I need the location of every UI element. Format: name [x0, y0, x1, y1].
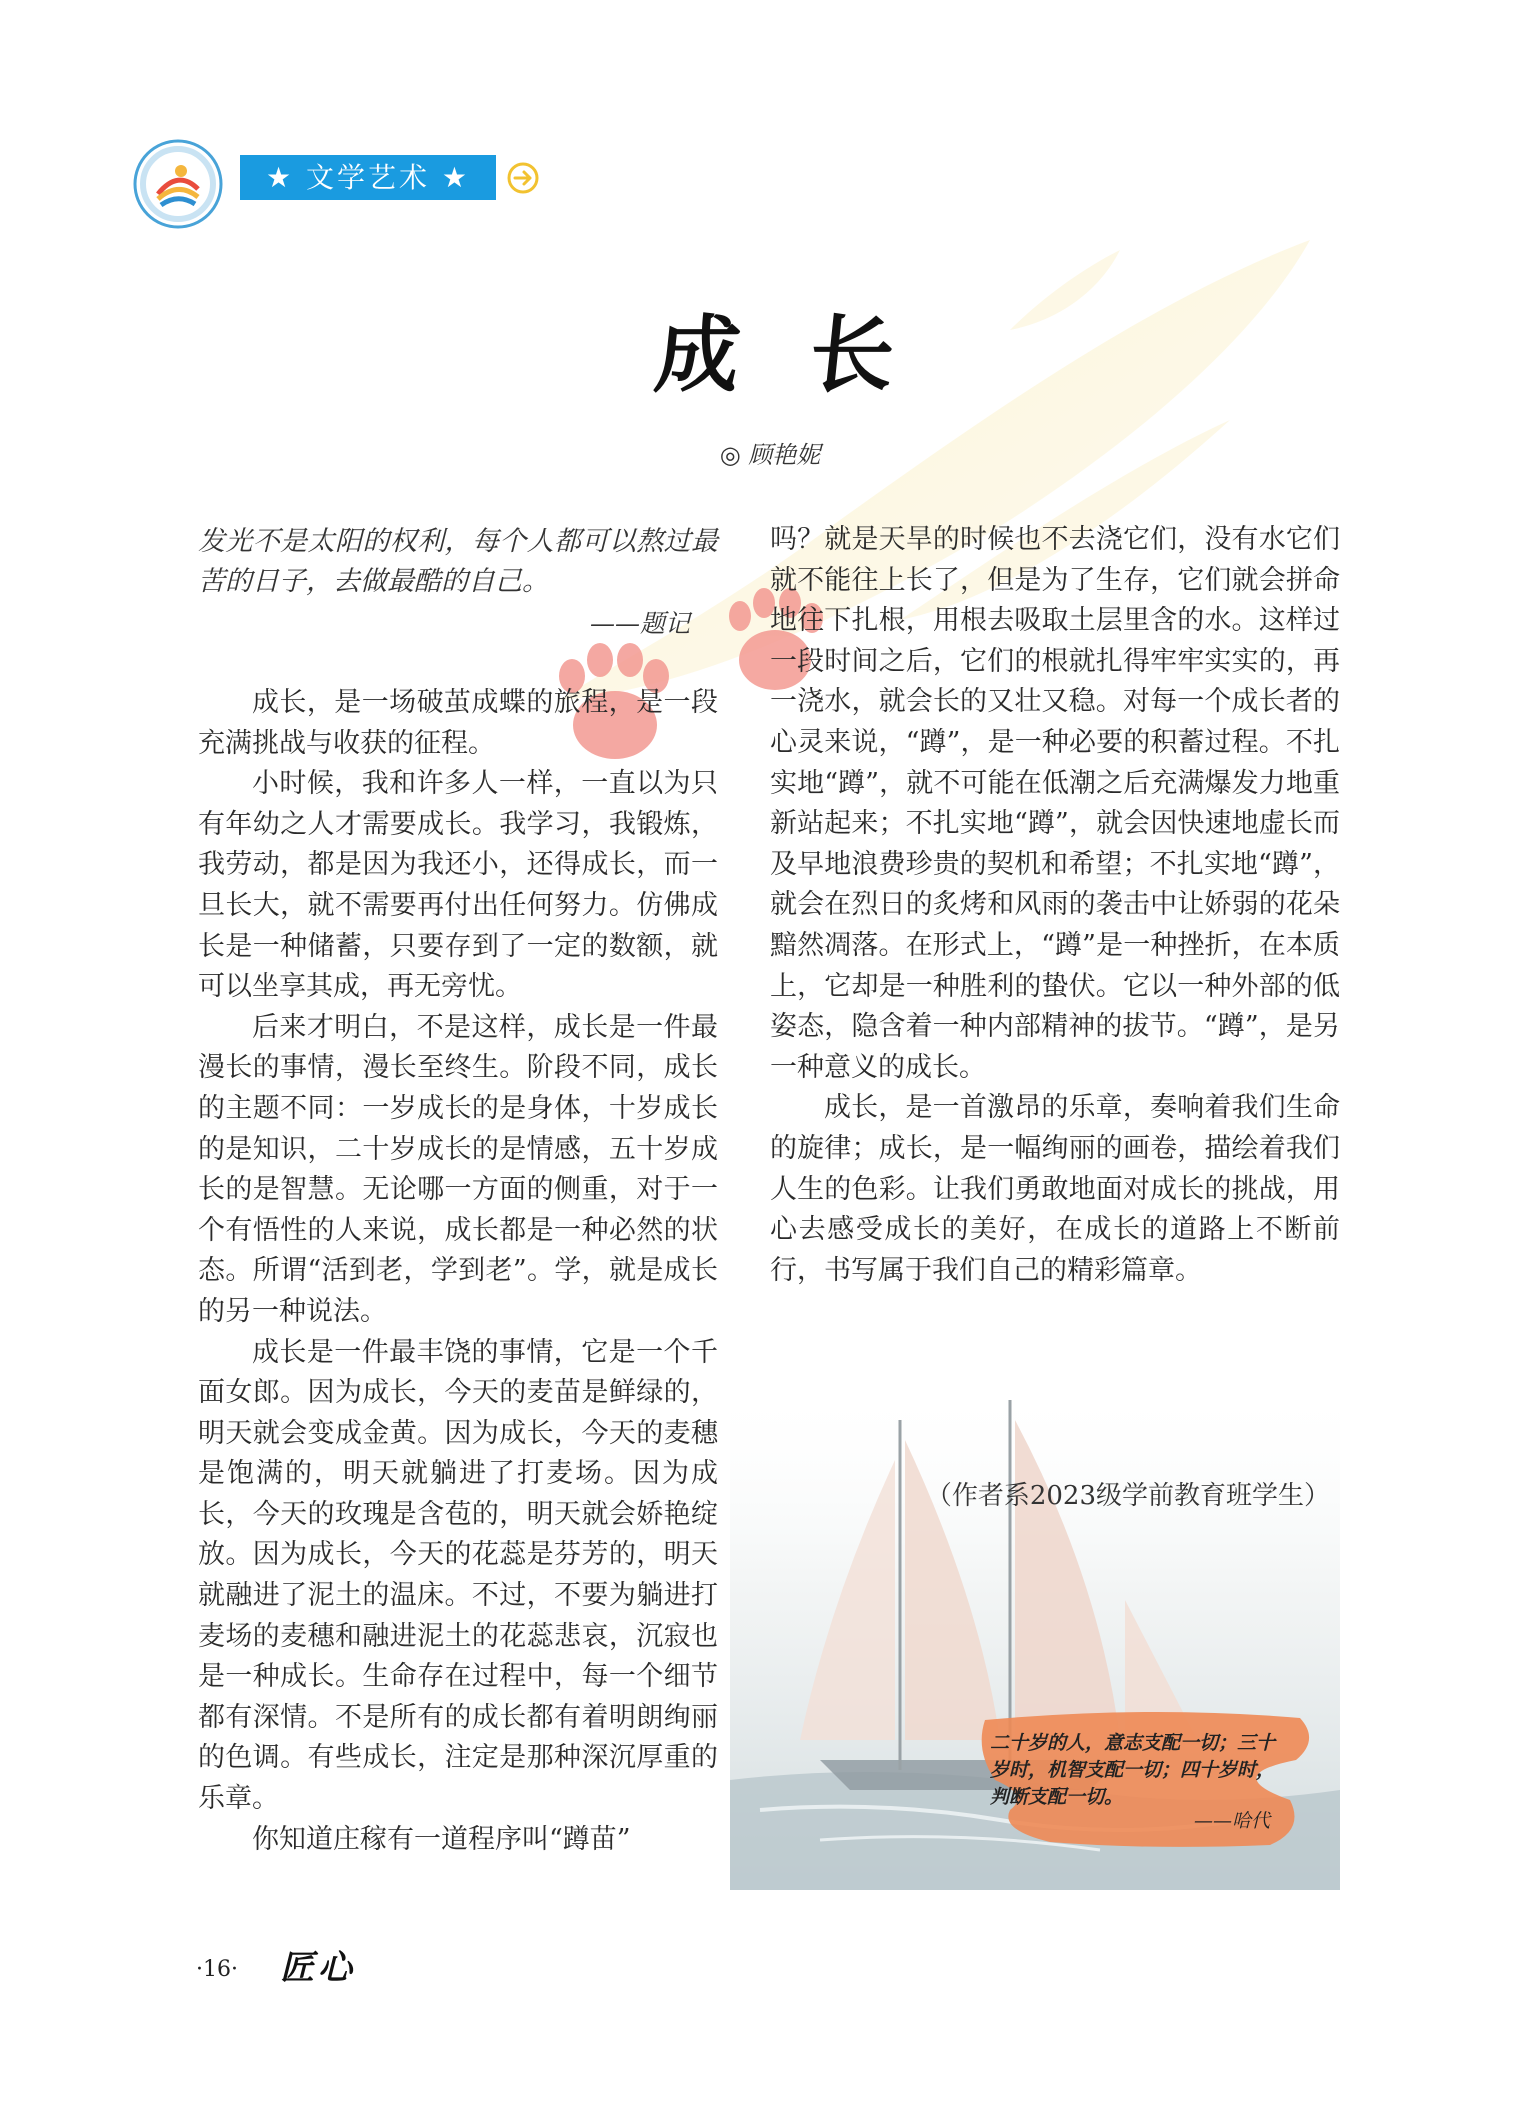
school-logo-icon	[133, 139, 223, 229]
paragraph: 成长，是一首激昂的乐章，奏响着我们生命的旋律；成长，是一幅绚丽的画卷，描绘着我们人生的色彩。让我们勇敢地面对成长的挑战，用心去感受成长的美好，在成长的道路上不断前行，书写属于我们自己的精彩篇章。	[770, 1092, 1340, 1286]
quote-text: 二十岁的人，意志支配一切；三十岁时，机智支配一切；四十岁时，判断支配一切。	[990, 1732, 1276, 1808]
epigraph: 发光不是太阳的权利，每个人都可以熬过最苦的日子，去做最酷的自己。	[198, 526, 718, 597]
paragraph: 成长是一件最丰饶的事情，它是一个千面女郎。因为成长，今天的麦苗是鲜绿的，明天就会变成金黄。因为成长，今天的麦穗是饱满的，明天就躺进了打麦场。因为成长，今天的玫瑰是含苞的，明天就会娇艳绽放。因为成长，今天的花蕊是芬芳的，明天就融进了泥土的温床。不过，不要为躺进打麦场的麦穗和融进泥土的花蕊悲哀，沉寂也是一种成长。生命存在过程中，每一个细节都有深情。不是所有的成长都有着明朗绚丽的色调。有些成长，注定是那种深沉厚重的乐章。	[198, 1336, 718, 1815]
paragraph: 后来才明白，不是这样，成长是一件最漫长的事情，漫长至终生。阶段不同，成长的主题不同：一岁成长的是身体，十岁成长的是知识，二十岁成长的是情感，五十岁成长的是智慧。无论哪一方面的侧重，对于一个有悟性的人来说，成长都是一种必然的状态。所谓“活到老，学到老”。学，就是成长的另一种说法。	[198, 1011, 718, 1327]
paragraph: 你知道庄稼有一道程序叫“蹲苗”	[252, 1823, 631, 1855]
paragraph: 成长，是一场破茧成蝶的旅程，是一段充满挑战与收获的征程。	[198, 687, 718, 759]
arrow-right-circle-icon	[506, 161, 540, 195]
article-right-column	[770, 520, 1340, 1291]
article-author: ◎ 顾艳妮	[719, 441, 821, 469]
epigraph-source: ——题记	[589, 609, 690, 638]
author-note: （作者系2023级学前教育班学生）	[925, 1481, 1330, 1511]
quote-source: ——哈代	[1193, 1810, 1270, 1832]
page-number: ·16·	[196, 1957, 238, 1982]
article-title: 成长	[650, 305, 970, 404]
article-left-column	[198, 683, 718, 1860]
section-label: ★ 文学艺术 ★	[240, 155, 496, 200]
paragraph: 小时候，我和许多人一样，一直以为只有年幼之人才需要成长。我学习，我锻炼，我劳动，都是因为我还小，还得成长，而一旦长大，就不需要再付出任何努力。仿佛成长是一种储蓄，只要存到了一定的数额，就可以坐享其成，再无旁忧。	[198, 768, 718, 1003]
paragraph: 吗？就是天旱的时候也不去浇它们，没有水它们就不能往上长了，但是为了生存，它们就会拼命地往下扎根，用根去吸取土层里含的水。这样过一段时间之后，它们的根就扎得牢牢实实的，再一浇水，就会长的又壮又稳。对每一个成长者的心灵来说，“蹲”，是一种必要的积蓄过程。不扎实地“蹲”，就不可能在低潮之后充满爆发力地重新站起来；不扎实地“蹲”，就会因快速地虚长而及早地浪费珍贵的契机和希望；不扎实地“蹲”，就会在烈日的炙烤和风雨的袭击中让娇弱的花朵黯然凋落。在形式上，“蹲”是一种挫折，在本质上，它却是一种胜利的蛰伏。它以一种外部的低姿态，隐含着一种内部精神的拔节。“蹲”，是另一种意义的成长。	[770, 524, 1340, 1083]
magazine-name: 匠心	[280, 1948, 356, 1988]
